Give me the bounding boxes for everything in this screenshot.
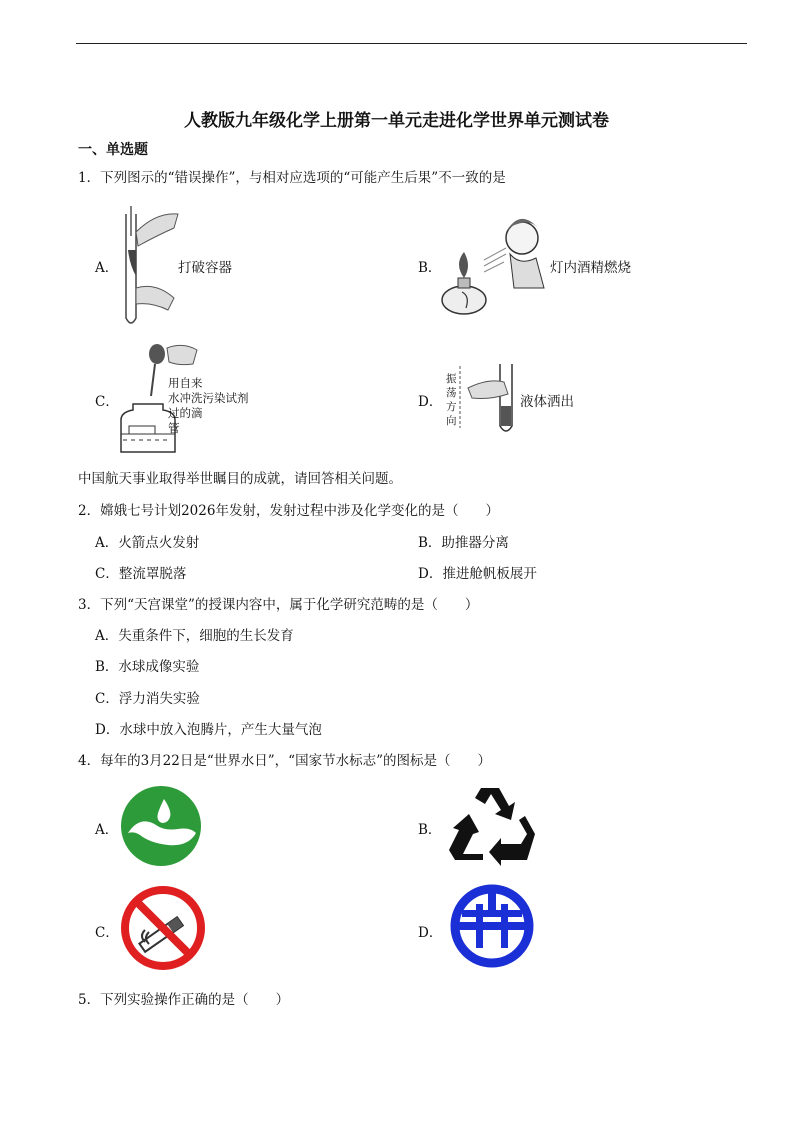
option-d-caption: 振 荡 方 向	[446, 373, 457, 427]
section-heading: 一、单选题	[78, 142, 148, 158]
question-number: 2．	[78, 503, 101, 519]
option-a-result: 打破容器	[178, 260, 232, 276]
page-title: 人教版九年级化学上册第一单元走进化学世界单元测试卷	[184, 111, 609, 131]
blue-circle-logo-icon	[450, 884, 534, 968]
question-5	[78, 988, 289, 1008]
option-b-result: 灯内酒精燃烧	[550, 260, 631, 276]
question-stem: 每年的3月22日是“世界水日”，“国家节水标志”的图标是（ ）	[100, 753, 491, 769]
water-saving-logo-icon	[120, 785, 202, 867]
blow-out-lamp-icon	[440, 208, 550, 320]
question-2	[78, 499, 499, 519]
q4-option-d-letter[interactable]: D．	[418, 925, 443, 941]
option-c-caption-line1: 用自来	[168, 376, 203, 390]
q4-option-c-letter[interactable]: C．	[95, 925, 119, 941]
q2-option-d[interactable]: D．推进舱帆板展开	[418, 566, 537, 582]
question-stem: 下列图示的“错误操作”，与相对应选项的“可能产生后果”不一致的是	[100, 170, 506, 186]
option-c-caption-line4: 管	[168, 421, 180, 435]
q2-option-c[interactable]: C．整流罩脱落	[95, 566, 187, 582]
option-b-letter: B．	[418, 260, 442, 276]
question-4	[78, 749, 491, 769]
question-1	[78, 166, 506, 186]
question-number: 5．	[78, 992, 101, 1008]
option-a-letter: A．	[95, 260, 119, 276]
option-d-letter: D．	[418, 394, 443, 410]
question-number: 4．	[78, 753, 101, 769]
question-stem: 下列“天宫课堂”的授课内容中，属于化学研究范畴的是（ ）	[100, 597, 479, 613]
question-3	[78, 593, 478, 613]
option-c-caption-line2: 水冲洗污染试剂	[168, 391, 249, 405]
q3-option-b[interactable]: B．水球成像实验	[95, 659, 200, 675]
question-number: 1．	[78, 170, 101, 186]
q2-option-b[interactable]: B．助推器分离	[418, 535, 509, 551]
question-stem: 嫦娥七号计划2026年发射，发射过程中涉及化学变化的是（ ）	[100, 503, 499, 519]
no-smoking-icon	[121, 886, 205, 970]
test-tube-insert-icon	[116, 206, 182, 330]
question-stem: 下列实验操作正确的是（ ）	[100, 992, 290, 1008]
q3-option-c[interactable]: C．浮力消失实验	[95, 691, 200, 707]
context-paragraph: 中国航天事业取得举世瞩目的成就，请回答相关问题。	[78, 471, 402, 487]
option-d-result: 液体洒出	[520, 394, 574, 410]
q3-option-a[interactable]: A．失重条件下，细胞的生长发育	[95, 628, 294, 644]
shake-tube-icon	[458, 360, 520, 436]
recycle-icon	[449, 782, 535, 862]
header-rule	[76, 43, 747, 44]
option-c-caption-line3: 过的滴	[168, 406, 203, 420]
question-number: 3．	[78, 597, 101, 613]
q2-option-a[interactable]: A．火箭点火发射	[95, 535, 200, 551]
q4-option-b-letter[interactable]: B．	[418, 822, 442, 838]
q3-option-d[interactable]: D．水球中放入泡腾片，产生大量气泡	[95, 722, 322, 738]
q4-option-a-letter[interactable]: A．	[95, 822, 119, 838]
option-c-letter: C．	[95, 394, 119, 410]
